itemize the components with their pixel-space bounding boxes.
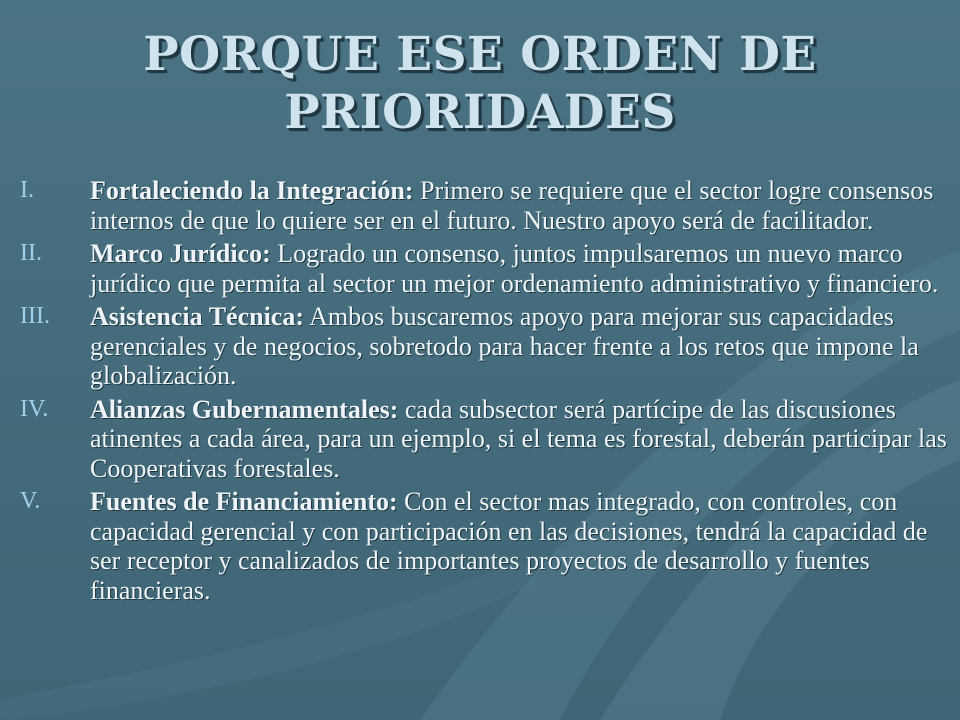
slide-title: PORQUE ESE ORDEN DE PRIORIDADES bbox=[143, 27, 817, 140]
list-numeral: II. bbox=[20, 240, 42, 266]
list-item bbox=[20, 239, 950, 298]
list-numeral: V. bbox=[20, 488, 41, 514]
list-numeral: IV. bbox=[20, 395, 49, 422]
list-item-text bbox=[90, 239, 950, 298]
item-description: Ambos buscaremos apoyo para mejorar sus capacidades gerenciales y de negocios, sobretodo para hacer frente a los retos que impone la globalización. bbox=[90, 302, 919, 390]
item-label: Fortaleciendo la Integración: bbox=[90, 176, 414, 205]
list-numeral: III. bbox=[20, 303, 50, 329]
item-label: Fuentes de Financiamiento: bbox=[90, 487, 398, 516]
list-item-text bbox=[90, 487, 950, 605]
list-item-text bbox=[90, 395, 950, 484]
list-item-text bbox=[90, 176, 950, 235]
list-item bbox=[20, 176, 950, 235]
item-label: Asistencia Técnica: bbox=[90, 302, 304, 331]
item-description: Primero se requiere que el sector logre consensos internos de que lo quiere ser en el futuro. Nuestro apoyo será de facilitador. bbox=[90, 176, 934, 235]
item-label: Marco Jurídico: bbox=[90, 239, 271, 268]
item-label: Alianzas Gubernamentales: bbox=[90, 394, 399, 424]
list-item bbox=[20, 302, 950, 391]
list-item bbox=[20, 395, 950, 484]
priority-list bbox=[20, 176, 950, 609]
item-description: Logrado un consenso, juntos impulsaremos un nuevo marco jurídico que permita al sector un mejor ordenamiento administrativo y financiero. bbox=[90, 239, 939, 298]
item-description: cada subsector será partícipe de las discusiones atinentes a cada área, para un ejemplo, si el tema es forestal, deberán participar las Cooperativas forestales. bbox=[90, 394, 947, 483]
list-numeral: I. bbox=[20, 177, 34, 203]
list-item-text bbox=[90, 302, 950, 391]
list-item bbox=[20, 487, 950, 605]
item-description: Con el sector mas integrado, con controles, con capacidad gerencial y con participación en las decisiones, tendrá la capacidad de ser receptor y canalizados de importantes proyectos de desarrollo y fuentes financieras. bbox=[90, 487, 928, 605]
